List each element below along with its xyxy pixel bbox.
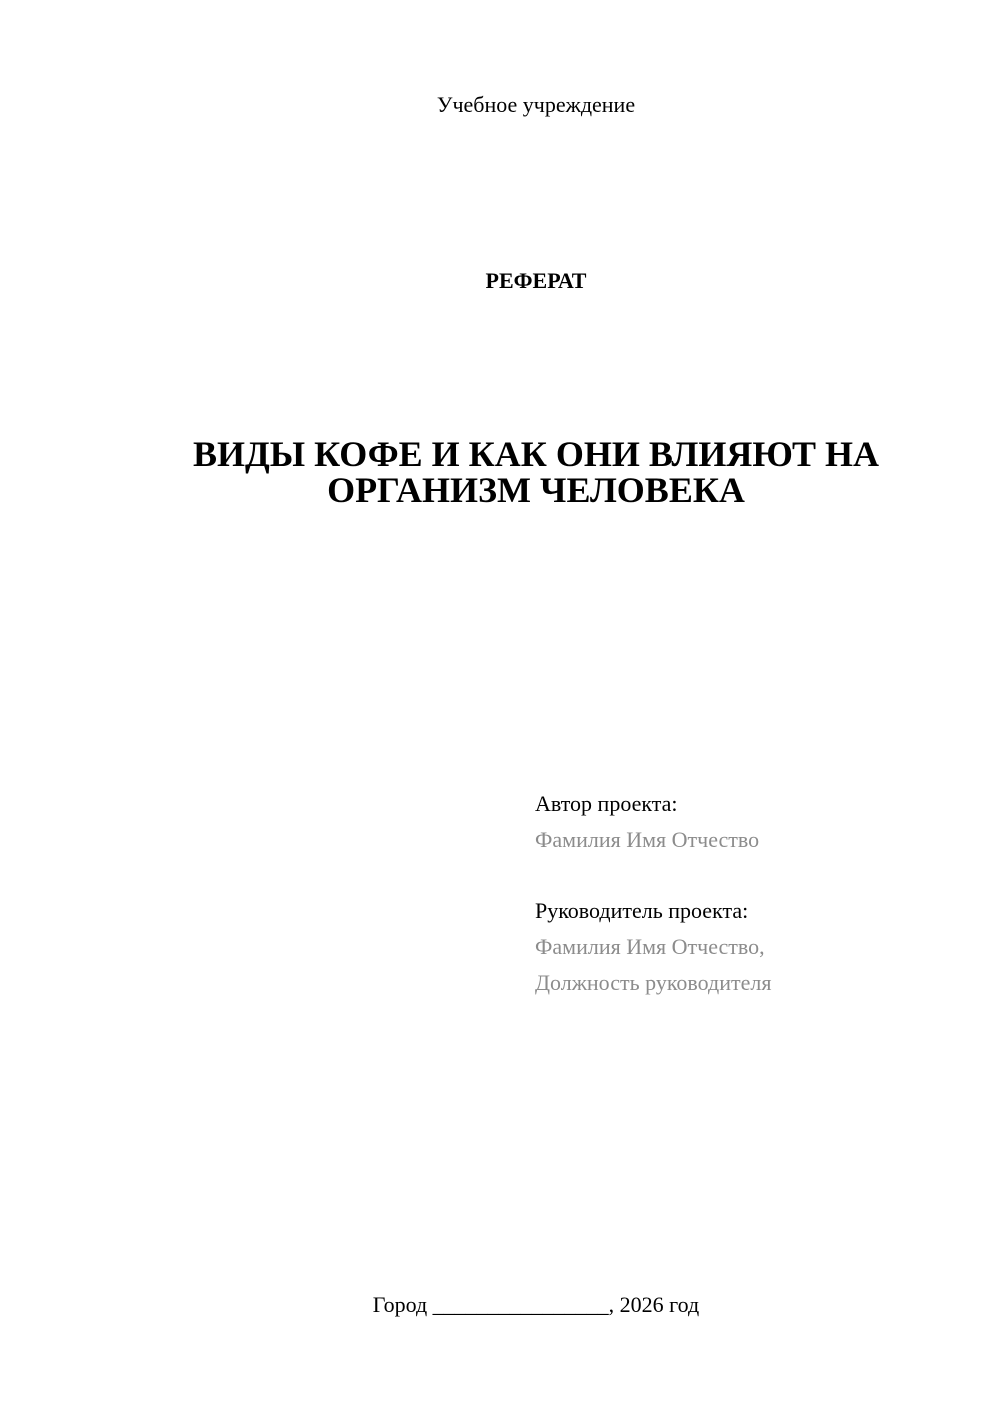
document-title-line-2: ОРГАНИЗМ ЧЕЛОВЕКА — [327, 470, 745, 510]
city-year-line: Город ________________, 2026 год — [372, 1292, 700, 1317]
document-title-line-1: ВИДЫ КОФЕ И КАК ОНИ ВЛИЯЮТ НА — [192, 434, 880, 474]
author-name: Фамилия Имя Отчество — [535, 827, 760, 852]
document-type: РЕФЕРАТ — [485, 268, 587, 293]
supervisor-name: Фамилия Имя Отчество, — [535, 934, 765, 959]
author-label: Автор проекта: — [535, 791, 678, 816]
document-title — [150, 436, 922, 508]
supervisor-label: Руководитель проекта: — [535, 898, 749, 923]
spacer — [535, 858, 955, 893]
institution-name: Учебное учреждение — [436, 92, 636, 117]
supervisor-position: Должность руководителя — [535, 970, 772, 995]
project-info — [535, 786, 955, 1001]
